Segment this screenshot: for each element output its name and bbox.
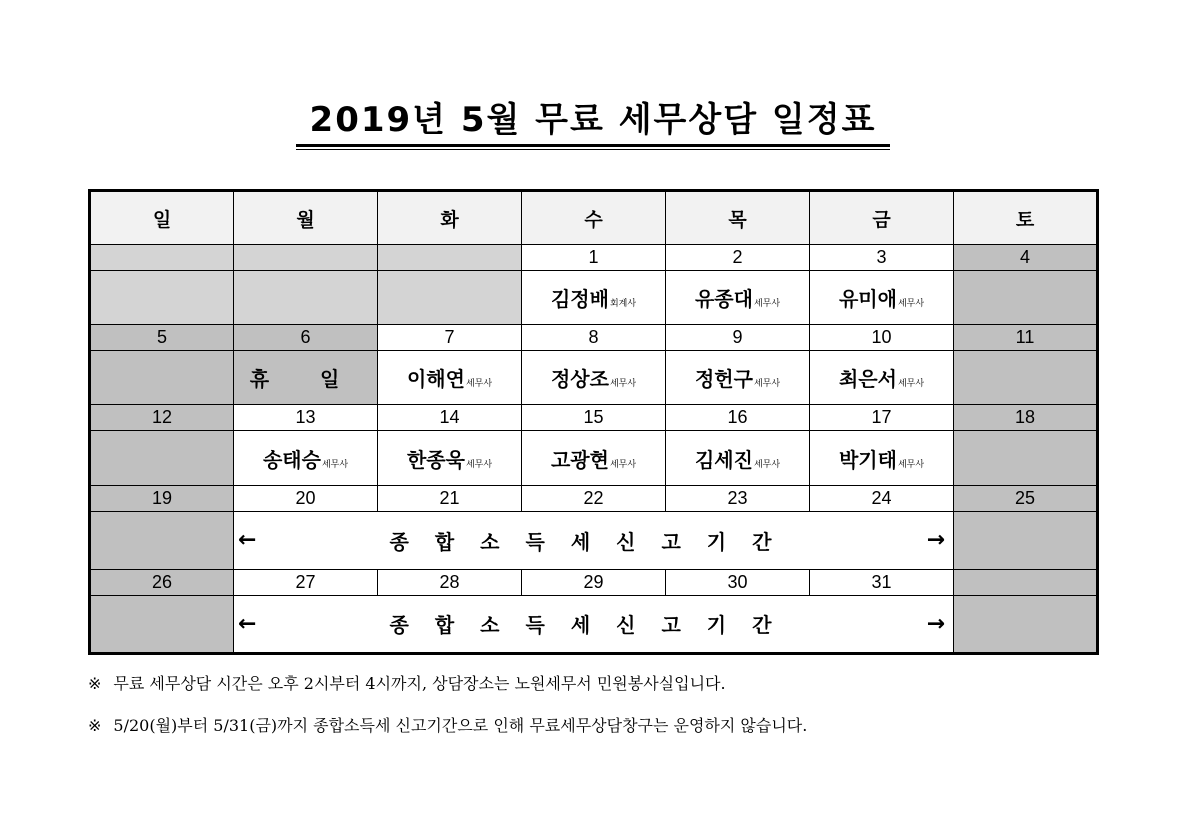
weekend-cell	[954, 595, 1098, 653]
date-row	[90, 325, 1098, 351]
counselor-title: 세무사	[465, 379, 493, 390]
weekday-header: 수	[522, 191, 666, 245]
date-number: 29	[522, 569, 666, 595]
counselor-row	[90, 511, 1098, 569]
counselor-cell	[522, 271, 666, 325]
date-number: 13	[234, 405, 378, 431]
date-number: 7	[378, 325, 522, 351]
counselor-cell	[90, 431, 234, 485]
counselor-title: 세무사	[465, 459, 493, 470]
date-number	[234, 245, 378, 271]
counselor-name: 휴 일	[249, 367, 362, 392]
left-arrow-icon: ←	[238, 527, 257, 553]
counselor-cell	[954, 351, 1098, 405]
counselor-name: 정헌구	[694, 367, 753, 392]
date-number: 21	[378, 485, 522, 511]
date-row	[90, 405, 1098, 431]
counselor-name: 한종욱	[406, 447, 465, 472]
date-number: 9	[666, 325, 810, 351]
date-number: 31	[810, 569, 954, 595]
date-number: 24	[810, 485, 954, 511]
date-number: 20	[234, 485, 378, 511]
counselor-name: 김정배	[550, 287, 609, 312]
date-number: 18	[954, 405, 1098, 431]
counselor-cell	[234, 351, 378, 405]
date-row	[90, 569, 1098, 595]
counselor-name: 김세진	[694, 447, 753, 472]
date-number	[90, 245, 234, 271]
counselor-title: 세무사	[897, 459, 925, 470]
counselor-title: 회계사	[609, 299, 637, 310]
counselor-cell	[954, 271, 1098, 325]
date-number: 11	[954, 325, 1098, 351]
counselor-cell	[90, 351, 234, 405]
date-number	[954, 569, 1098, 595]
weekday-header: 목	[666, 191, 810, 245]
weekend-cell	[90, 595, 234, 653]
counselor-name: 정상조	[550, 367, 609, 392]
counselor-name: 유종대	[694, 287, 753, 312]
date-number: 25	[954, 485, 1098, 511]
date-number: 16	[666, 405, 810, 431]
date-number: 2	[666, 245, 810, 271]
date-number: 26	[90, 569, 234, 595]
filing-period-label: 종합소득세신고기간	[389, 529, 798, 554]
date-number: 19	[90, 485, 234, 511]
counselor-name: 이해연	[406, 367, 465, 392]
weekend-cell	[954, 511, 1098, 569]
date-number: 10	[810, 325, 954, 351]
counselor-cell	[810, 431, 954, 485]
date-number: 14	[378, 405, 522, 431]
date-number	[378, 245, 522, 271]
counselor-title: 세무사	[897, 299, 925, 310]
counselor-title: 세무사	[753, 379, 781, 390]
schedule-table	[88, 189, 1099, 655]
filing-period-label: 종합소득세신고기간	[389, 613, 798, 638]
date-number: 5	[90, 325, 234, 351]
counselor-cell	[522, 351, 666, 405]
counselor-cell	[522, 431, 666, 485]
right-arrow-icon: →	[926, 527, 945, 553]
counselor-cell	[810, 351, 954, 405]
counselor-name: 송태승	[262, 447, 321, 472]
counselor-cell	[666, 431, 810, 485]
date-number: 23	[666, 485, 810, 511]
counselor-name: 박기태	[838, 447, 897, 472]
note-mark: ※	[88, 716, 102, 735]
counselor-title: 세무사	[609, 379, 637, 390]
weekday-header: 일	[90, 191, 234, 245]
page-title: 2019년 5월 무료 세무상담 일정표	[309, 100, 877, 140]
counselor-title: 세무사	[321, 459, 349, 470]
counselor-cell	[234, 431, 378, 485]
date-number: 6	[234, 325, 378, 351]
date-number: 1	[522, 245, 666, 271]
counselor-title: 세무사	[753, 459, 781, 470]
date-number: 17	[810, 405, 954, 431]
counselor-name: 최은서	[838, 367, 897, 392]
note-text: 5/20(월)부터 5/31(금)까지 종합소득세 신고기간으로 인해 무료세무상담창구는 운영하지 않습니다.	[113, 716, 808, 735]
counselor-cell	[378, 431, 522, 485]
date-number: 4	[954, 245, 1098, 271]
date-number: 28	[378, 569, 522, 595]
date-row	[90, 485, 1098, 511]
date-number: 27	[234, 569, 378, 595]
counselor-cell	[234, 271, 378, 325]
note-filing-period	[88, 715, 807, 737]
note-consult-hours	[88, 673, 726, 695]
date-number: 30	[666, 569, 810, 595]
counselor-title: 세무사	[897, 379, 925, 390]
left-arrow-icon: ←	[238, 611, 257, 637]
weekday-header-row	[90, 191, 1098, 245]
counselor-row	[90, 431, 1098, 485]
date-number: 8	[522, 325, 666, 351]
counselor-title: 세무사	[753, 299, 781, 310]
counselor-cell	[810, 271, 954, 325]
weekday-header: 금	[810, 191, 954, 245]
weekday-header: 화	[378, 191, 522, 245]
right-arrow-icon: →	[926, 611, 945, 637]
date-row	[90, 245, 1098, 271]
counselor-cell	[90, 271, 234, 325]
counselor-cell	[666, 271, 810, 325]
counselor-row	[90, 351, 1098, 405]
note-mark: ※	[88, 674, 102, 693]
title-underline	[296, 144, 890, 147]
counselor-title: 세무사	[609, 459, 637, 470]
counselor-cell	[954, 431, 1098, 485]
date-number: 22	[522, 485, 666, 511]
counselor-cell	[378, 351, 522, 405]
weekday-header: 토	[954, 191, 1098, 245]
weekday-header: 월	[234, 191, 378, 245]
weekend-cell	[90, 511, 234, 569]
date-number: 3	[810, 245, 954, 271]
counselor-cell	[666, 351, 810, 405]
counselor-cell	[378, 271, 522, 325]
title-underline-thin	[296, 149, 890, 150]
counselor-name: 고광현	[550, 447, 609, 472]
date-number: 15	[522, 405, 666, 431]
counselor-name: 유미애	[838, 287, 897, 312]
counselor-row	[90, 595, 1098, 653]
filing-period-banner	[234, 595, 954, 653]
note-text: 무료 세무상담 시간은 오후 2시부터 4시까지, 상담장소는 노원세무서 민원봉사실입니다.	[113, 674, 726, 693]
date-number: 12	[90, 405, 234, 431]
filing-period-banner	[234, 511, 954, 569]
counselor-row	[90, 271, 1098, 325]
